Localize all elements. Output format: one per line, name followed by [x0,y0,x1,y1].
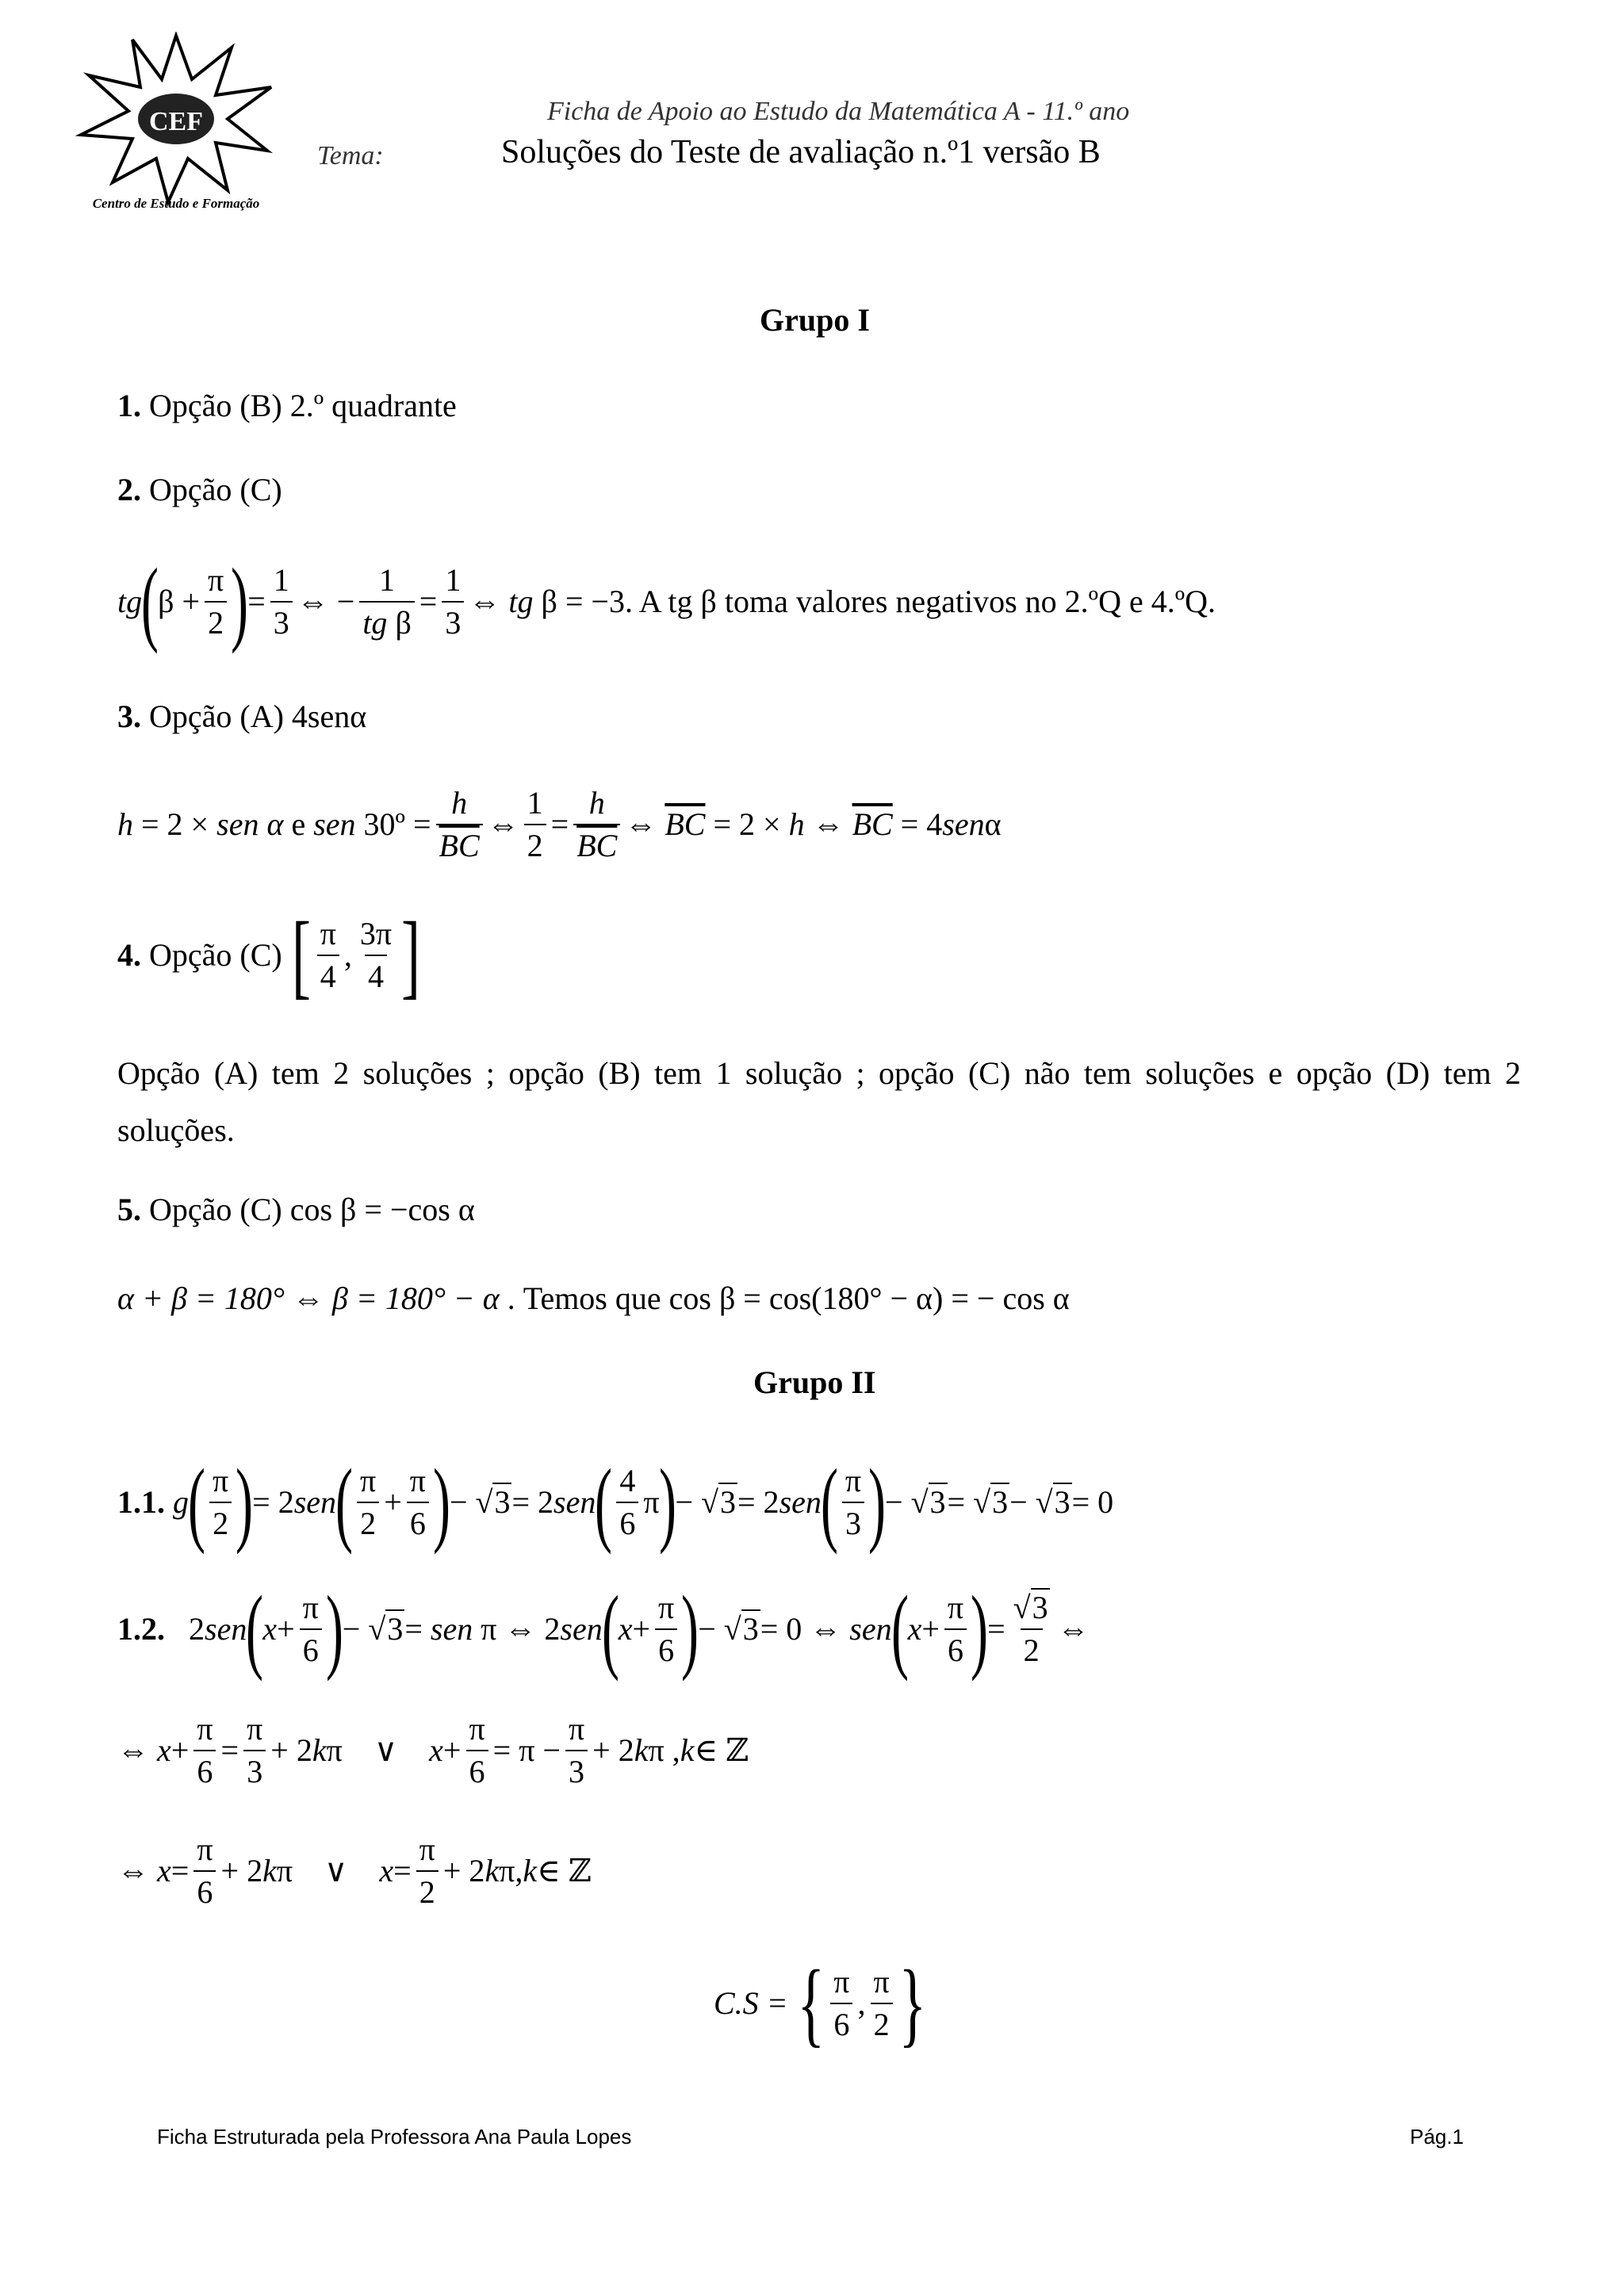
q2-line [117,471,282,509]
header-tema-label: Tema: [317,141,384,170]
q12-solution-set-label: C.S = [714,1985,788,2021]
logo-caption: Centro de Estudo e Formação [92,196,260,211]
q1-answer: Opção (B) 2.º quadrante [149,388,457,423]
grupo1-title: Grupo I [760,302,870,338]
q5-explanation-rhs: . Temos que cos β = cos(180° − α) = − cos α [507,1280,1070,1316]
q11-number: 1.1. [117,1484,165,1520]
q1-number: 1. [117,388,141,423]
footer-author: Ficha Estruturada pela Professora Ana Paula Lopes [157,2125,632,2149]
q5-line [117,1191,475,1229]
q4-answer: Opção (C) [149,937,282,973]
header-subtitle: Soluções do Teste de avaliação n.º1 versão B [501,134,1101,170]
q4-note: Opção (A) tem 2 soluções ; opção (B) tem 1 solução ; opção (C) não tem soluções e opção (D) tem 2 soluções. [117,1055,1521,1148]
q5-explanation-lhs: α + β = 180° ⇔ β = 180° − α [117,1280,500,1316]
q12-equation-3: ⇔ x = $\frac{\pi}{6}$ + 2 k π ∨ x = $\frac{\pi}{2}$ + 2 k π, k ∈ ℤ [117,1831,592,1910]
q2-number: 2. [117,472,141,507]
logo [73,32,279,214]
q12-number: 1.2. [117,1611,165,1647]
q2-explanation: . A tg β toma valores negativos no 2.ºQ e 4.ºQ. [624,584,1216,619]
footer-page-number: Pág.1 [1410,2125,1464,2149]
q12-solution-set: C.S = { $\frac{\pi}{6}$ , $\frac{\pi}{2}$ } [714,1950,926,2056]
q2-answer: Opção (C) [149,472,282,507]
q2-equation: tg ( β + $\frac{\pi}{2}$ ) = $\frac{1}{3}$ ⇔ − $\frac{1}{\text{tg β}}$ = $\frac{1}{3}$ ⇔ tg β = −3 . A tg β toma valores negativos no 2.ºQ e 4.ºQ. [117,549,1216,654]
q3-answer: Opção (A) 4senα [149,698,367,734]
logo-text: CEF [149,107,203,136]
q11-equation: 1.1. g ( $\frac{\pi}{2}$ ) = 2 sen ( $\frac{\pi}{2}$ + $\frac{\pi}{6}$ ) − √ 3 = 2 sen ( $\frac{4}{6}$ π ) − √ 3 = 2 sen ( $\frac{\pi}{3}$ ) − √ 3 = √ 3 − √ 3 = 0 [117,1449,1114,1555]
q5-number: 5. [117,1192,141,1227]
q12-equation-1: 1.2. 2 sen ( x + $\frac{\pi}{6}$ ) − √ 3 = sen π ⇔ 2 sen ( x + $\frac{\pi}{6}$ ) − √ 3 = 0 ⇔ sen ( x + $\frac{\pi}{6}$ ) = $\frac{√3}{2}$ ⇔ [117,1576,1090,1682]
q5-explanation [117,1280,1070,1318]
q5-answer: Opção (C) cos β = −cos α [149,1192,475,1227]
q4-number: 4. [117,937,141,973]
q1-line [117,387,457,425]
q3-number: 3. [117,698,141,734]
q4-line: 4. Opção (C) [ $\frac{\pi}{4}$ , $\frac{3\pi}{4}$ ] [117,902,421,1008]
header-title: Ficha de Apoio ao Estudo da Matemática A - 11.º ano [547,97,1130,126]
q12-equation-2: ⇔ x + $\frac{\pi}{6}$ = $\frac{\pi}{3}$ + 2 k π ∨ x + $\frac{\pi}{6}$ = π − $\frac{\pi}{3}$ + 2 k π , k ∈ ℤ [117,1711,749,1789]
grupo2-title: Grupo II [753,1364,876,1400]
q3-line [117,698,366,736]
q3-equation: h = 2 × sen α e sen 30º = $\frac{h}{BC}$ ⇔ $\frac{1}{2}$ = $\frac{h}{BC}$ ⇔ $\overline{BC}$ = 2 × h ⇔ $\overline{BC}$ = 4 sen α [117,785,1002,863]
